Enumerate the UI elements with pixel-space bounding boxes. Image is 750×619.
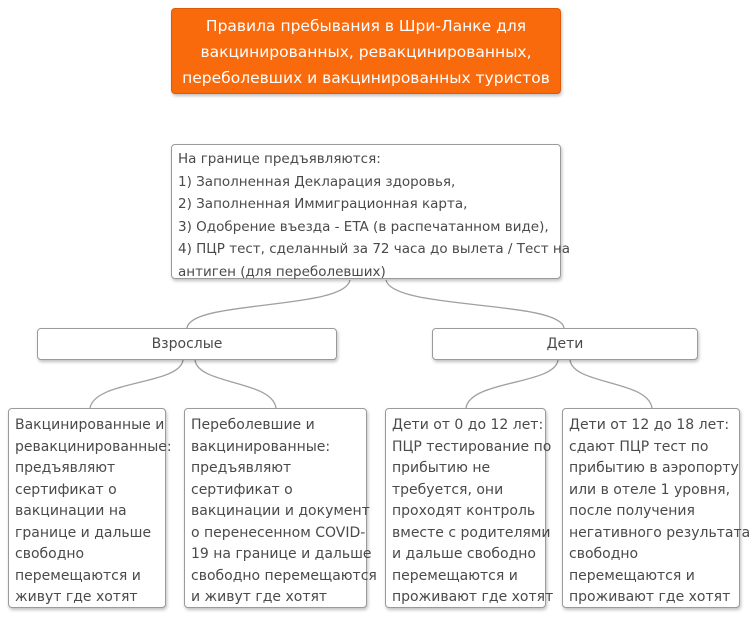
leaf-line: Вакцинированные и: [15, 417, 165, 433]
docs-item: антиген (для переболевших): [178, 263, 386, 280]
category-kids-node: Дети: [432, 328, 698, 360]
docs-item: 1) Заполненная Декларация здоровья,: [178, 173, 456, 190]
leaf-line: прибытию не: [392, 460, 491, 476]
connector-docs-adults: [187, 280, 350, 328]
title-line: переболевших и вакцинированных туристов: [182, 69, 550, 87]
leaf-line: 19 на границе и дальше: [191, 546, 372, 562]
leaf-line: предъявляют: [191, 460, 292, 476]
category-adults-node: Взрослые: [37, 328, 337, 360]
title-line: вакцинированных, ревакцинированных,: [200, 43, 532, 61]
leaf-line: Дети от 12 до 18 лет:: [569, 417, 730, 433]
leaf-line: живут где хотят: [15, 589, 138, 605]
leaf-line: свободно перемещаются: [191, 567, 377, 584]
leaf-line: о перенесенном COVID-: [191, 524, 366, 541]
connector-kids-leaf3: [466, 360, 558, 408]
leaf-line: ревакцинированные:: [15, 438, 172, 455]
leaf-line: ПЦР тестирование по: [392, 438, 552, 455]
leaf-line: перемещаются и: [15, 567, 141, 584]
docs-item: 4) ПЦР тест, сделанный за 72 часа до вылета / Тест на: [178, 241, 570, 257]
connector-adults-leaf1: [90, 360, 183, 408]
leaf-line: прибытию в аэропорту: [569, 460, 739, 476]
leaf-line: вакцинированные:: [191, 438, 331, 455]
leaf-line: вакцинации и документ: [191, 503, 370, 519]
leaf-line: предъявляют: [15, 460, 116, 476]
leaf-line: свободно: [569, 546, 639, 562]
leaf-line: вместе с родителями: [392, 524, 551, 541]
docs-heading: На границе предъявляются:: [178, 151, 381, 167]
docs-item: 3) Одобрение въезда - ETA (в распечатанном виде),: [178, 218, 549, 235]
leaf-line: свободно: [15, 546, 85, 562]
leaf-line: Дети от 0 до 12 лет:: [392, 417, 544, 433]
connector-adults-leaf2: [195, 360, 276, 408]
leaf-line: проходят контроль: [392, 503, 536, 519]
leaf-line: Переболевшие и: [191, 417, 315, 433]
leaf-line: негативного результата: [569, 524, 750, 541]
leaf-line: проживают где хотят: [569, 589, 731, 605]
docs-item: 2) Заполненная Иммиграционная карта,: [178, 196, 468, 212]
leaf-line: сертификат о: [191, 481, 293, 498]
connector-docs-kids: [386, 280, 564, 328]
leaf-recovered-adults: [184, 408, 377, 608]
leaf-line: требуется, они: [392, 481, 504, 498]
leaf-line: вакцинации на: [15, 503, 127, 519]
leaf-line: сдают ПЦР тест по: [569, 438, 709, 455]
leaf-line: и живут где хотят: [191, 589, 328, 605]
border-documents-node: [171, 144, 570, 280]
leaf-kids-12-18: [562, 408, 750, 608]
leaf-line: после получения: [569, 503, 695, 519]
leaf-line: или в отеле 1 уровня,: [569, 481, 731, 498]
leaf-line: перемещаются и: [569, 567, 695, 584]
leaf-kids-0-12: [385, 408, 554, 608]
leaf-line: границе и дальше: [15, 524, 152, 541]
leaf-line: перемещаются и: [392, 567, 518, 584]
leaf-line: и дальше свободно: [392, 546, 536, 562]
title-node: [171, 8, 561, 94]
connector-kids-leaf4: [570, 360, 652, 408]
leaf-line: сертификат о: [15, 481, 117, 498]
leaf-vaccinated-adults: [8, 408, 172, 608]
title-line: Правила пребывания в Шри-Ланке для: [205, 17, 527, 35]
leaf-line: проживают где хотят: [392, 589, 554, 605]
